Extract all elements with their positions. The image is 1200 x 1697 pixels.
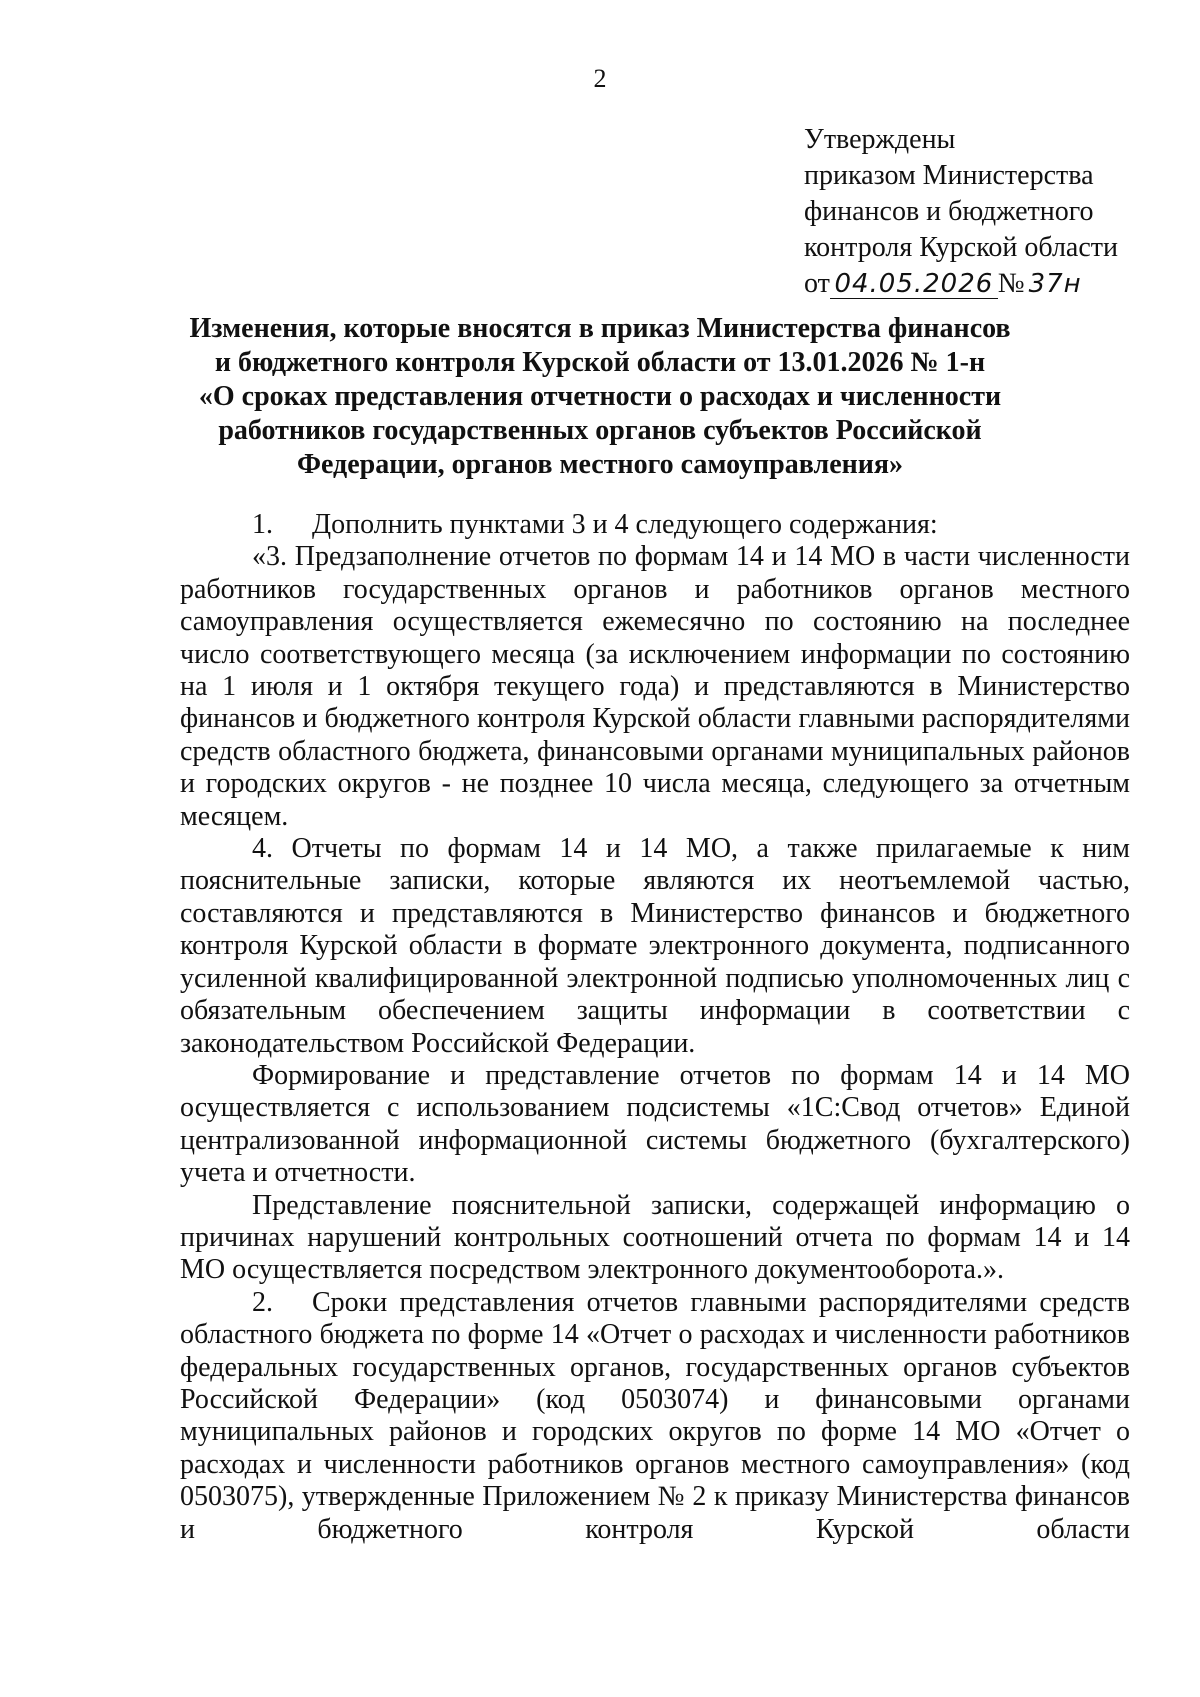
item-1 <box>180 509 1130 541</box>
approval-line-5 <box>804 266 1164 302</box>
title-line-3: «О сроках представления отчетности о расходах и численности <box>198 381 1002 412</box>
approval-line-4: контроля Курской области <box>804 232 1118 263</box>
title-line-5: Федерации, органов местного самоуправления» <box>296 449 904 480</box>
approval-line-1: Утверждены <box>804 124 956 155</box>
title-line-2: и бюджетного контроля Курской области от 13.01.2026 № 1-н <box>214 347 986 378</box>
item-2-number: 2. <box>252 1286 273 1318</box>
title-line-4: работников государственных органов субъектов Российской <box>218 415 982 446</box>
approval-block <box>804 122 1164 302</box>
handwritten-number: 37н <box>1028 269 1082 299</box>
item-1-text: Дополнить пунктами 3 и 4 следующего содержания: <box>312 509 938 540</box>
approval-line-2: приказом Министерства <box>804 160 1094 191</box>
paragraph-formation: Формирование и представление отчетов по формам 14 и 14 МО осуществляется с использованием подсистемы «1С:Свод отчетов» Единой централизованной информационной системы бюджетного (бухгалтерского) учета и отчетности. <box>180 1059 1130 1189</box>
item-2-text: Сроки представления отчетов главными распорядителями средств областного бюджета по форме 14 «Отчет о расходах и численности работников федеральных государственных органов, государственных органов субъектов Российской Федерации» (код 0503074) и финансовыми органами муниципальных районов и городских округов по форме 14 МО «Отчет о расходах и численности работников органов местного самоуправления» (код 0503075), утвержденные Приложением № 2 к приказу Министерства финансов и бюджетного контроля Курской области <box>180 1286 1130 1545</box>
title-line-1: Изменения, которые вносятся в приказ Министерства финансов <box>189 313 1011 344</box>
page-number: 2 <box>593 64 607 93</box>
document-body <box>180 509 1130 1546</box>
paragraph-3: «3. Предзаполнение отчетов по формам 14 и 14 МО в части численности работников государственных органов и работников органов местного самоуправления осуществляется ежемесячно по состоянию на последнее число соответствующего месяца (за исключением информации по состоянию на 1 июля и 1 октября текущего года) и представляются в Министерство финансов и бюджетного контроля Курской области главными распорядителями средств областного бюджета, финансовыми органами муниципальных районов и городских округов - не позднее 10 числа месяца, следующего за отчетным месяцем. <box>180 541 1130 832</box>
number-label: № <box>997 268 1025 299</box>
item-1-number: 1. <box>252 509 273 540</box>
from-label: от <box>804 268 830 299</box>
paragraph-explanatory-note: Представление пояснительной записки, содержащей информацию о причинах нарушений контрольных соотношений отчета по формам 14 и 14 МО осуществляется посредством электронного документооборота.». <box>180 1189 1130 1286</box>
document-title <box>150 312 1050 482</box>
handwritten-date: 04.05.2026 <box>830 270 998 299</box>
approval-line-3: финансов и бюджетного <box>804 196 1094 227</box>
item-2 <box>180 1287 1130 1546</box>
paragraph-4: 4. Отчеты по формам 14 и 14 МО, а также прилагаемые к ним пояснительные записки, которые являются их неотъемлемой частью, составляются и представляются в Министерство финансов и бюджетного контроля Курской области в формате электронного документа, подписанного усиленной квалифицированной электронной подписью уполномоченных лиц с обязательным обеспечением защиты информации в соответствии с законодательством Российской Федерации. <box>180 833 1130 1059</box>
